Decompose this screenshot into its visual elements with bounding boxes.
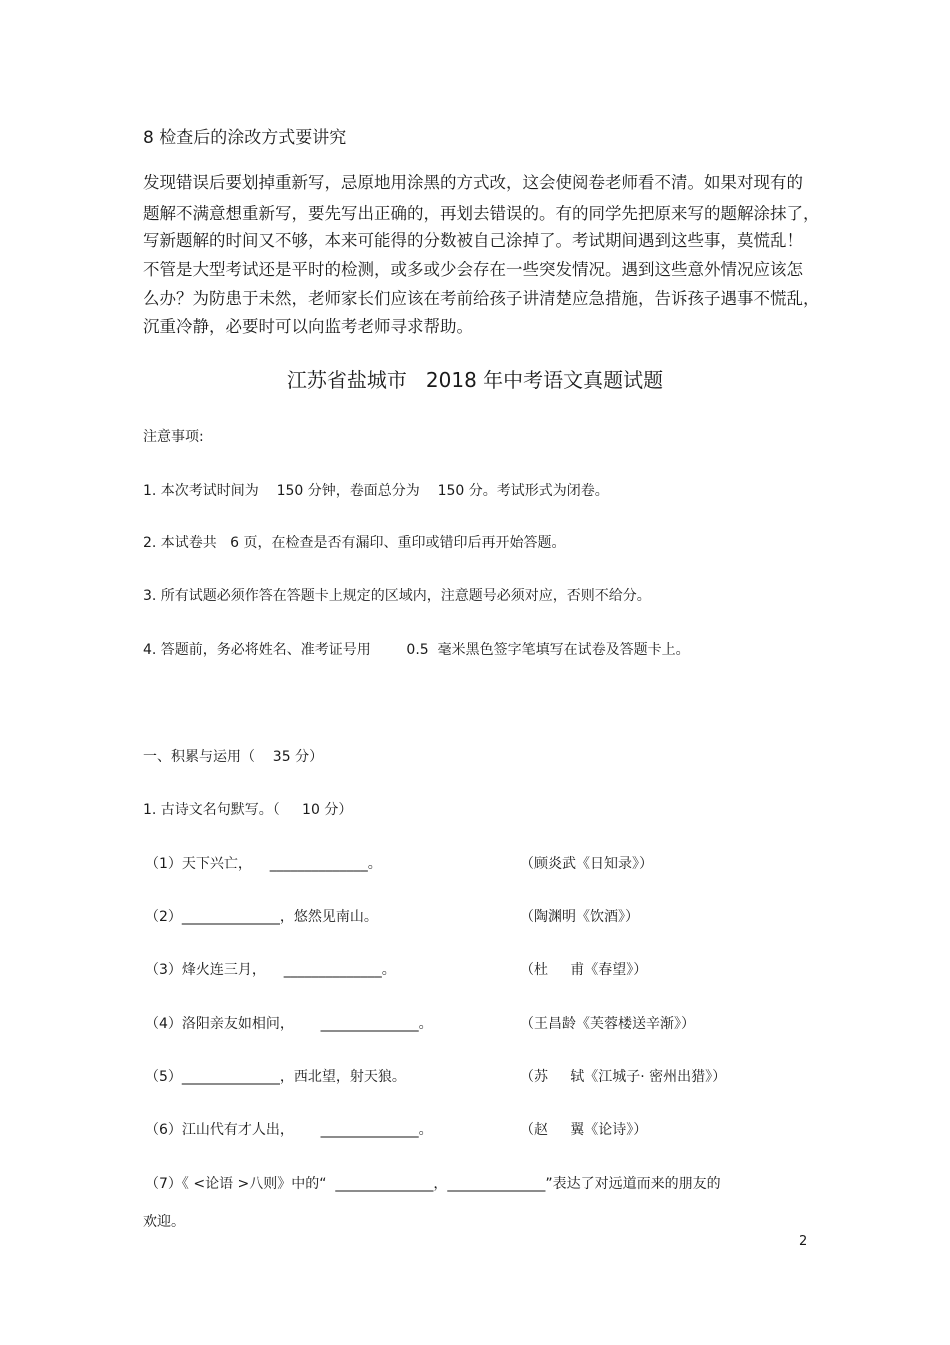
fill-item-source: （苏 轼《江城子· 密州出猎》） — [520, 1069, 727, 1085]
fill-item-text-continued: 欢迎。 — [143, 1214, 185, 1230]
fill-item-text: （1）天下兴亡， ______________。 — [145, 856, 382, 872]
notice-item: 4. 答题前，务必将姓名、准考证号用 0.5 毫米黑色签字笔填写在试卷及答题卡上。 — [143, 642, 690, 658]
fill-item-text: （4）洛阳亲友如相问， ______________。 — [145, 1016, 433, 1032]
notice-item: 2. 本试卷共 6 页，在检查是否有漏印、重印或错印后再开始答题。 — [143, 535, 566, 551]
fill-item-source: （陶渊明《饮酒》） — [520, 909, 639, 925]
q1-heading: 1. 古诗文名句默写。（ 10 分） — [143, 802, 353, 818]
paragraph-line: 么办？为防患于未然，老师家长们应该在考前给孩子讲清楚应急措施，告诉孩子遇事不慌乱， — [143, 289, 820, 308]
paragraph-line: 发现错误后要划掉重新写，忌原地用涂黑的方式改，这会使阅卷老师看不清。如果对现有的 — [143, 173, 803, 192]
fill-item-text: （6）江山代有才人出， ______________。 — [145, 1122, 433, 1138]
fill-item-text: （5）______________，西北望，射天狼。 — [145, 1069, 406, 1085]
paragraph-line: 写新题解的时间又不够，本来可能得的分数被自己涂掉了。考试期间遇到这些事，莫慌乱！ — [143, 231, 803, 250]
part1-heading: 一、积累与运用（ 35 分） — [143, 749, 324, 765]
fill-item-source: （顾炎武《日知录》） — [520, 856, 653, 872]
paragraph-line: 题解不满意想重新写，要先写出正确的，再划去错误的。有的同学先把原来写的题解涂抹了， — [143, 204, 820, 223]
paragraph-line: 不管是大型考试还是平时的检测，或多或少会存在一些突发情况。遇到这些意外情况应该怎 — [143, 260, 803, 279]
paragraph-line: 沉重冷静，必要时可以向监考老师寻求帮助。 — [143, 317, 473, 336]
fill-item-text: （2）______________，悠然见南山。 — [145, 909, 378, 925]
fill-item-source: （杜 甫《春望》） — [520, 962, 648, 978]
fill-item-source: （赵 翼《论诗》） — [520, 1122, 648, 1138]
notice-heading: 注意事项: — [143, 429, 204, 445]
fill-item-text: （7）《 <论语 >八则》中的“ ______________，______________”表达了对远道而来的朋友的 — [145, 1176, 721, 1192]
notice-item: 3. 所有试题必须作答在答题卡上规定的区域内，注意题号必须对应，否则不给分。 — [143, 588, 651, 604]
notice-item: 1. 本次考试时间为 150 分钟，卷面总分为 150 分。考试形式为闭卷。 — [143, 483, 609, 499]
fill-item-source: （王昌龄《芙蓉楼送辛渐》） — [520, 1016, 695, 1032]
exam-title: 江苏省盐城市 2018 年中考语文真题试题 — [286, 368, 664, 392]
section8-heading: 8 检查后的涂改方式要讲究 — [143, 128, 347, 148]
page-number: 2 — [799, 1234, 808, 1249]
fill-item-text: （3）烽火连三月， ______________。 — [145, 962, 396, 978]
